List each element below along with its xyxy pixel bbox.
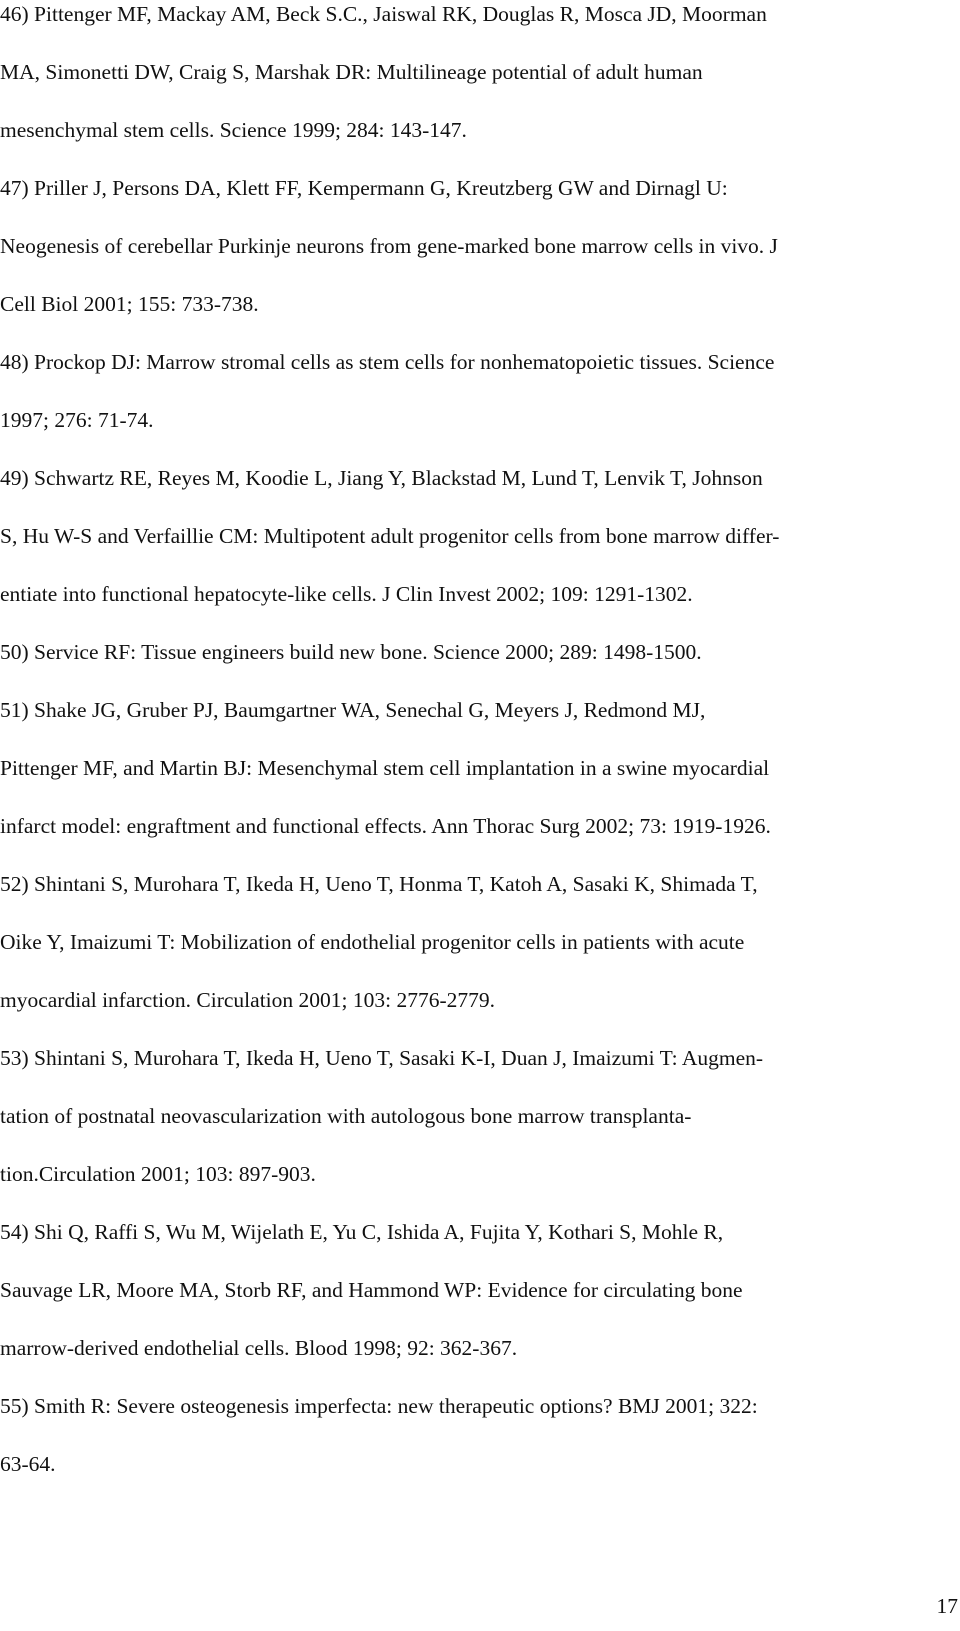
reference-53-line-3: tion.Circulation 2001; 103: 897-903.	[0, 1162, 316, 1186]
reference-54-line-1: 54) Shi Q, Raffi S, Wu M, Wijelath E, Yu C, Ishida A, Fujita Y, Kothari S, Mohle R,	[0, 1220, 724, 1244]
reference-46-line-2: MA, Simonetti DW, Craig S, Marshak DR: Multilineage potential of adult human	[0, 60, 703, 84]
reference-51-line-1: 51) Shake JG, Gruber PJ, Baumgartner WA, Senechal G, Meyers J, Redmond MJ,	[0, 698, 706, 722]
reference-49-line-3: entiate into functional hepatocyte-like cells. J Clin Invest 2002; 109: 1291-1302.	[0, 582, 693, 606]
page-number: 17	[936, 1594, 958, 1618]
reference-46-line-1: 46) Pittenger MF, Mackay AM, Beck S.C., Jaiswal RK, Douglas R, Mosca JD, Moorman	[0, 2, 767, 26]
reference-47-line-2: Neogenesis of cerebellar Purkinje neurons from gene-marked bone marrow cells in vivo. J	[0, 234, 778, 258]
reference-49-line-2: S, Hu W-S and Verfaillie CM: Multipotent adult progenitor cells from bone marrow differ-	[0, 524, 780, 548]
reference-51-line-3: infarct model: engraftment and functional effects. Ann Thorac Surg 2002; 73: 1919-1926.	[0, 814, 771, 838]
reference-49-line-1: 49) Schwartz RE, Reyes M, Koodie L, Jiang Y, Blackstad M, Lund T, Lenvik T, Johnson	[0, 466, 763, 490]
reference-51-line-2: Pittenger MF, and Martin BJ: Mesenchymal stem cell implantation in a swine myocardial	[0, 756, 770, 780]
reference-47-line-3: Cell Biol 2001; 155: 733-738.	[0, 292, 259, 316]
reference-54-line-2: Sauvage LR, Moore MA, Storb RF, and Hammond WP: Evidence for circulating bone	[0, 1278, 743, 1302]
reference-55-line-1: 55) Smith R: Severe osteogenesis imperfecta: new therapeutic options? BMJ 2001; 322:	[0, 1394, 758, 1418]
reference-52-line-3: myocardial infarction. Circulation 2001; 103: 2776-2779.	[0, 988, 495, 1012]
reference-53-line-1: 53) Shintani S, Murohara T, Ikeda H, Ueno T, Sasaki K-I, Duan J, Imaizumi T: Augmen-	[0, 1046, 764, 1070]
reference-52-line-1: 52) Shintani S, Murohara T, Ikeda H, Ueno T, Honma T, Katoh A, Sasaki K, Shimada T,	[0, 872, 758, 896]
reference-55-line-2: 63-64.	[0, 1452, 56, 1476]
reference-48-line-2: 1997; 276: 71-74.	[0, 408, 154, 432]
reference-53-line-2: tation of postnatal neovascularization with autologous bone marrow transplanta-	[0, 1104, 692, 1128]
reference-47-line-1: 47) Priller J, Persons DA, Klett FF, Kempermann G, Kreutzberg GW and Dirnagl U:	[0, 176, 728, 200]
reference-52-line-2: Oike Y, Imaizumi T: Mobilization of endothelial progenitor cells in patients with acute	[0, 930, 745, 954]
reference-48-line-1: 48) Prockop DJ: Marrow stromal cells as stem cells for nonhematopoietic tissues. Science	[0, 350, 775, 374]
reference-50-line-1: 50) Service RF: Tissue engineers build new bone. Science 2000; 289: 1498-1500.	[0, 640, 702, 664]
reference-54-line-3: marrow-derived endothelial cells. Blood 1998; 92: 362-367.	[0, 1336, 518, 1360]
reference-46-line-3: mesenchymal stem cells. Science 1999; 284: 143-147.	[0, 118, 467, 142]
